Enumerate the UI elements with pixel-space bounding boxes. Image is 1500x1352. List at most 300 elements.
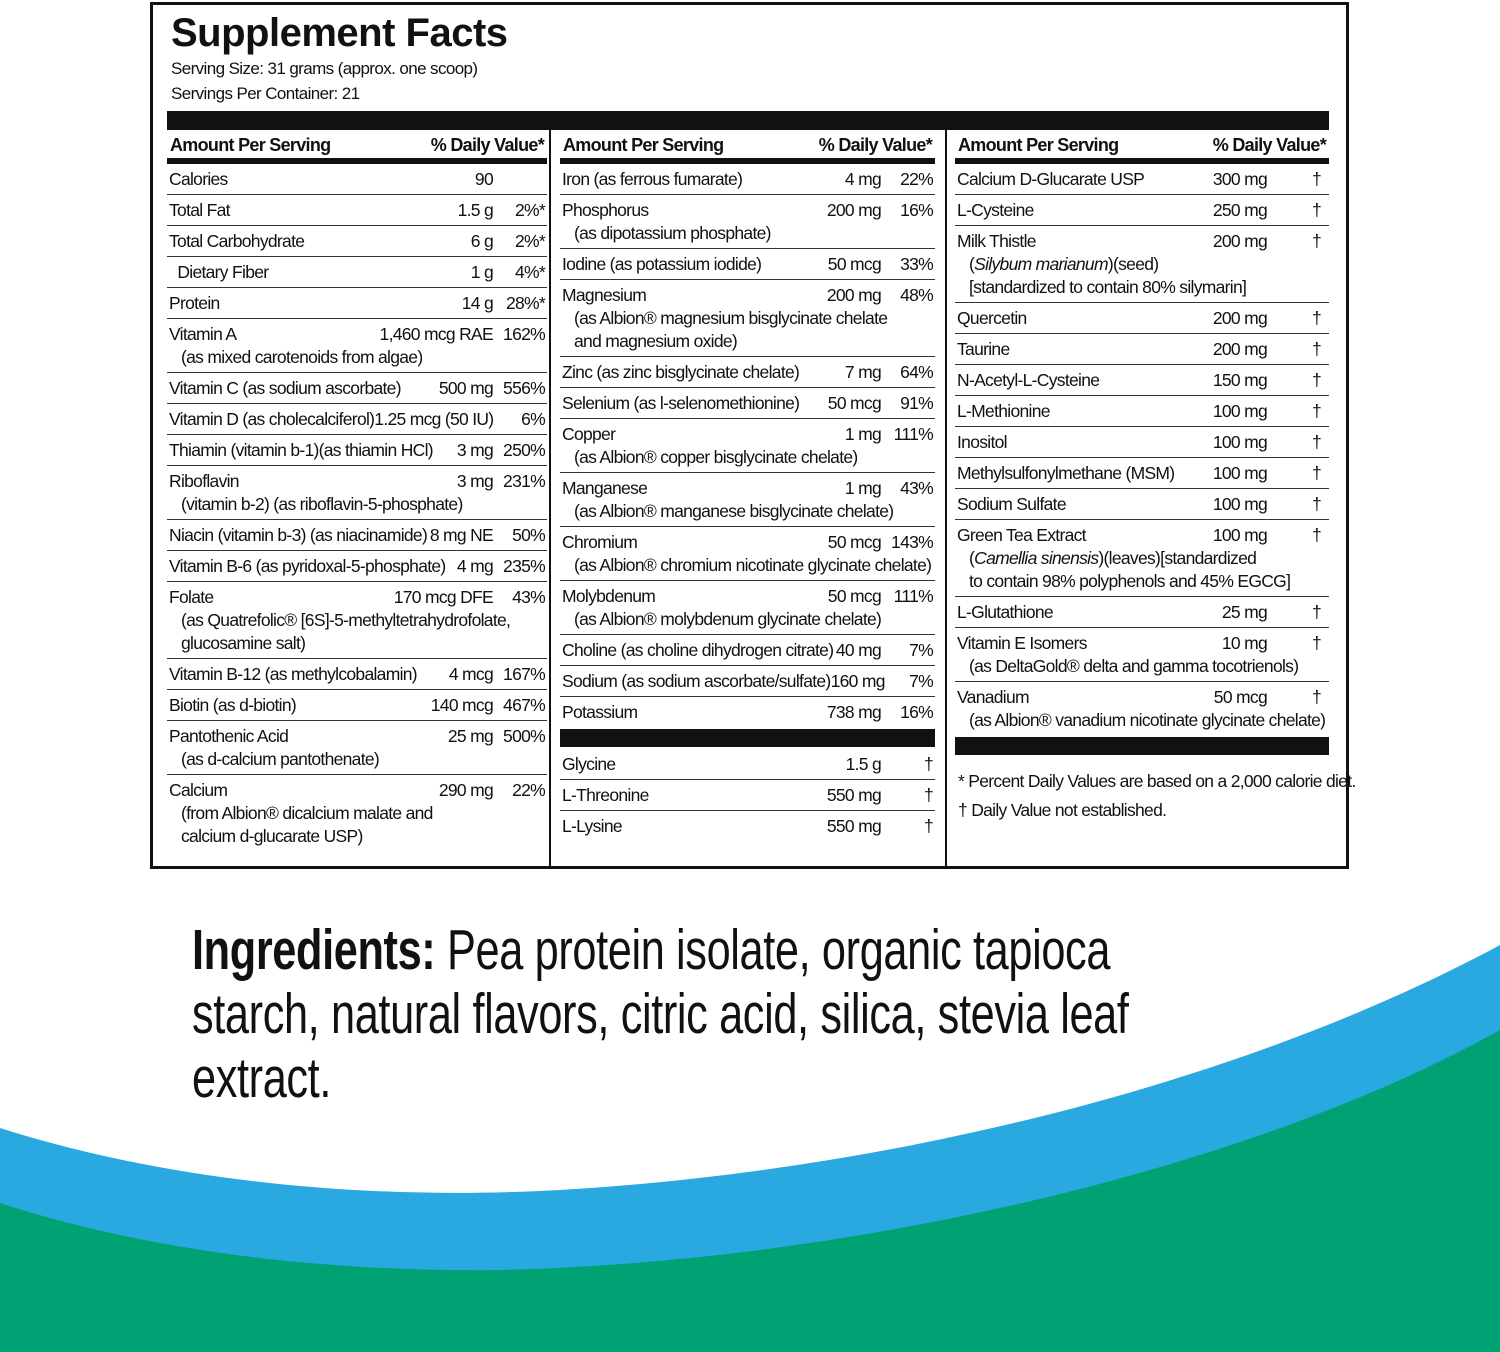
- nutrient-name: Quercetin: [957, 307, 1027, 328]
- nutrient-daily-value: †: [1311, 199, 1321, 220]
- nutrient-source-line: [169, 825, 545, 848]
- nutrient-name: L-Glutathione: [957, 601, 1053, 622]
- nutrient-amount: 500 mg: [438, 377, 493, 398]
- nutrient-amount: 200 mg: [1212, 230, 1267, 251]
- nutrient-amount: 200 mg: [826, 284, 881, 305]
- nutrient-row: [560, 249, 935, 280]
- nutrient-name: Copper: [562, 423, 616, 444]
- nutrient-amount: 50 mcg: [1213, 686, 1267, 707]
- nutrient-amount: 170 mcg DFE: [393, 586, 493, 607]
- nutrient-daily-value: †: [923, 815, 933, 836]
- nutrient-source-line: [169, 609, 545, 632]
- nutrient-row: [167, 551, 547, 582]
- nutrient-name: Vitamin B-6 (as pyridoxal-5-phosphate): [169, 555, 446, 576]
- nutrient-main-line: [957, 229, 1327, 253]
- nutrient-amount: 1 mg: [844, 477, 881, 498]
- amount-per-serving-heading: Amount Per Serving: [170, 135, 331, 155]
- nutrient-daily-value: 467%: [503, 694, 545, 715]
- nutrient-row: [560, 527, 935, 581]
- nutrient-row: [955, 365, 1329, 396]
- nutrient-name: Molybdenum: [562, 585, 656, 606]
- nutrient-amount: 6 g: [470, 230, 493, 251]
- nutrient-daily-value: 2%*: [514, 230, 545, 251]
- nutrient-row: [560, 749, 935, 780]
- nutrient-source-line: [562, 222, 933, 245]
- source-text: )(seed): [1107, 254, 1159, 274]
- nutrient-main-line: [169, 554, 545, 578]
- nutrient-daily-value: 22%: [900, 168, 933, 189]
- nutrient-main-line: [562, 391, 933, 415]
- column-divider: [549, 130, 551, 866]
- daily-value-heading: % Daily Value*: [818, 135, 932, 155]
- nutrient-main-line: [957, 461, 1327, 485]
- nutrient-row: [560, 581, 935, 635]
- nutrient-daily-value: 91%: [900, 392, 933, 413]
- nutrient-source-line: [957, 276, 1327, 299]
- nutrient-name: Thiamin (vitamin b-1)(as thiamin HCl): [169, 439, 433, 460]
- nutrient-name: Manganese: [562, 477, 648, 498]
- nutrient-name: L-Cysteine: [957, 199, 1034, 220]
- nutrient-daily-value: 16%: [900, 199, 933, 220]
- nutrient-main-line: [169, 260, 545, 284]
- nutrient-amount: 1 mg: [844, 423, 881, 444]
- source-text: [standardized to contain 80% silymarin]: [969, 277, 1247, 297]
- column-header: [167, 130, 547, 164]
- nutrient-main-line: [562, 584, 933, 608]
- nutrient-row: [955, 396, 1329, 427]
- nutrient-name: Vitamin C (as sodium ascorbate): [169, 377, 401, 398]
- nutrient-daily-value: †: [1311, 601, 1321, 622]
- source-text: calcium d-glucarate USP): [181, 826, 363, 846]
- nutrient-main-line: [169, 291, 545, 315]
- nutrient-daily-value: †: [1311, 307, 1321, 328]
- nutrient-main-line: [169, 662, 545, 686]
- nutrient-main-line: [957, 523, 1327, 547]
- source-text: (: [969, 548, 975, 568]
- nutrient-name: L-Methionine: [957, 400, 1050, 421]
- nutrient-row: [167, 319, 547, 373]
- nutrient-main-line: [562, 752, 933, 776]
- source-text: (as Albion® copper bisglycinate chelate): [574, 447, 858, 467]
- nutrient-main-line: [169, 229, 545, 253]
- nutrient-daily-value: 167%: [503, 663, 545, 684]
- nutrient-row: [560, 280, 935, 357]
- nutrient-main-line: [562, 360, 933, 384]
- nutrient-source-line: [562, 330, 933, 353]
- nutrient-daily-value: 2%*: [514, 199, 545, 220]
- nutrient-row: [955, 164, 1329, 195]
- nutrient-name: Pantothenic Acid: [169, 725, 289, 746]
- nutrient-row: [167, 466, 547, 520]
- nutrient-main-line: [957, 167, 1327, 191]
- nutrient-amount: 738 mg: [826, 701, 881, 722]
- nutrient-name: Vitamin B-12 (as methylcobalamin): [169, 663, 417, 684]
- nutrient-main-line: [169, 585, 545, 609]
- nutrient-amount: 550 mg: [826, 784, 881, 805]
- nutrient-amount: 200 mg: [1212, 307, 1267, 328]
- nutrient-main-line: [562, 783, 933, 807]
- nutrient-daily-value: 6%: [521, 408, 545, 429]
- nutrient-daily-value: 231%: [503, 470, 545, 491]
- nutrient-main-line: [169, 167, 545, 191]
- panel-title: Supplement Facts: [171, 11, 508, 55]
- nutrient-row: [167, 520, 547, 551]
- section-bar: [560, 729, 935, 747]
- ingredients-label: Ingredients:: [192, 918, 436, 982]
- ingredients-text: Pea protein isolate, organic tapioca starch, natural flavors, citric acid, silica, stevia leaf extract.: [192, 918, 1129, 1110]
- nutrient-source-line: [957, 709, 1327, 732]
- nutrient-daily-value: 64%: [900, 361, 933, 382]
- nutrient-name: Total Carbohydrate: [169, 230, 305, 251]
- nutrient-daily-value: †: [1311, 462, 1321, 483]
- nutrient-main-line: [957, 600, 1327, 624]
- nutrient-row: [560, 635, 935, 666]
- source-text: (as d-calcium pantothenate): [181, 749, 380, 769]
- serving-size: Serving Size: 31 grams (approx. one scoop): [171, 59, 478, 78]
- nutrient-main-line: [169, 407, 545, 431]
- nutrient-row: [167, 721, 547, 775]
- nutrient-main-line: [562, 638, 933, 662]
- nutrient-amount: 1.25 mcg (50 IU): [374, 408, 494, 429]
- nutrient-row: [167, 690, 547, 721]
- source-text: (as Quatrefolic® [6S]-5-methyltetrahydrofolate,: [181, 610, 511, 630]
- nutrient-daily-value: 43%: [512, 586, 545, 607]
- nutrient-amount: 1.5 g: [457, 199, 493, 220]
- nutrient-amount: 300 mg: [1212, 168, 1267, 189]
- nutrient-source-line: [169, 493, 545, 516]
- nutrient-daily-value: †: [1311, 524, 1321, 545]
- nutrient-row: [560, 811, 935, 841]
- source-text: (from Albion® dicalcium malate and: [181, 803, 433, 823]
- nutrient-name: Iodine (as potassium iodide): [562, 253, 762, 274]
- nutrient-amount: 50 mcg: [827, 585, 881, 606]
- nutrient-row: [560, 164, 935, 195]
- nutrient-source-line: [169, 748, 545, 771]
- source-text: )(leaves)[standardized: [1098, 548, 1257, 568]
- nutrient-amount: 50 mcg: [827, 392, 881, 413]
- nutrient-main-line: [562, 814, 933, 838]
- nutrient-row: [955, 520, 1329, 597]
- nutrient-amount: 7 mg: [844, 361, 881, 382]
- nutrient-daily-value: 162%: [503, 323, 545, 344]
- nutrient-amount: 50 mcg: [827, 253, 881, 274]
- nutrient-daily-value: 111%: [893, 585, 933, 606]
- nutrient-row: [955, 334, 1329, 365]
- nutrient-main-line: [169, 438, 545, 462]
- nutrient-main-line: [957, 399, 1327, 423]
- nutrient-main-line: [562, 422, 933, 446]
- nutrient-daily-value: 22%: [512, 779, 545, 800]
- nutrient-row: [560, 388, 935, 419]
- nutrient-amount: 40 mg: [835, 639, 881, 660]
- ingredients-statement: [192, 918, 1195, 1110]
- nutrient-source-line: [957, 547, 1327, 570]
- header-bar: [167, 111, 1329, 130]
- nutrient-main-line: [169, 198, 545, 222]
- nutrient-row: [167, 775, 547, 851]
- nutrient-amount: 100 mg: [1212, 462, 1267, 483]
- nutrient-name: Calcium D-Glucarate USP: [957, 168, 1145, 189]
- nutrient-amount: 200 mg: [1212, 338, 1267, 359]
- nutrient-source-line: [169, 802, 545, 825]
- nutrient-main-line: [957, 198, 1327, 222]
- nutrient-main-line: [169, 376, 545, 400]
- nutrient-source-line: [957, 253, 1327, 276]
- source-text: (as Albion® magnesium bisglycinate chelate: [574, 308, 888, 328]
- nutrient-daily-value: 250%: [503, 439, 545, 460]
- nutrient-row: [955, 427, 1329, 458]
- source-text: (vitamin b-2) (as riboflavin-5-phosphate): [181, 494, 463, 514]
- nutrient-daily-value: 48%: [900, 284, 933, 305]
- nutrient-row: [560, 357, 935, 388]
- nutrient-main-line: [957, 337, 1327, 361]
- nutrient-row: [955, 597, 1329, 628]
- nutrient-main-line: [562, 476, 933, 500]
- nutrient-name: Methylsulfonylmethane (MSM): [957, 462, 1175, 483]
- nutrient-name: Taurine: [957, 338, 1010, 359]
- nutrient-name: Dietary Fiber: [169, 261, 269, 282]
- nutrient-source-line: [562, 446, 933, 469]
- nutrient-name: Inositol: [957, 431, 1007, 452]
- nutrient-main-line: [562, 198, 933, 222]
- nutrient-daily-value: 16%: [900, 701, 933, 722]
- nutrient-name: Niacin (vitamin b-3) (as niacinamide): [169, 524, 428, 545]
- nutrient-name: Potassium: [562, 701, 638, 722]
- nutrient-amount: 4 mcg: [448, 663, 493, 684]
- nutrient-amount: 100 mg: [1212, 524, 1267, 545]
- nutrient-daily-value: 7%: [909, 639, 933, 660]
- nutrient-daily-value: †: [1311, 369, 1321, 390]
- nutrient-amount: 25 mg: [447, 725, 493, 746]
- footnote: * Percent Daily Values are based on a 2,000 calorie diet.: [958, 771, 1356, 791]
- nutrient-row: [955, 628, 1329, 682]
- nutrient-source-line: [562, 554, 933, 577]
- nutrient-row: [167, 257, 547, 288]
- nutrient-main-line: [169, 778, 545, 802]
- nutrient-daily-value: 500%: [503, 725, 545, 746]
- footnotes: [955, 757, 1356, 825]
- source-text: and magnesium oxide): [574, 331, 738, 351]
- nutrient-amount: 200 mg: [826, 199, 881, 220]
- nutrient-name: Riboflavin: [169, 470, 239, 491]
- nutrient-amount: 90: [474, 168, 493, 189]
- nutrient-name: Folate: [169, 586, 214, 607]
- source-text: (as mixed carotenoids from algae): [181, 347, 423, 367]
- source-text: (as Albion® molybdenum glycinate chelate): [574, 609, 882, 629]
- nutrient-main-line: [562, 167, 933, 191]
- nutrient-row: [167, 195, 547, 226]
- nutrient-source-line: [957, 655, 1327, 678]
- nutrient-column-3: [955, 130, 1356, 866]
- nutrient-daily-value: †: [1311, 431, 1321, 452]
- nutrient-name: Sodium (as sodium ascorbate/sulfate): [562, 670, 831, 691]
- nutrient-row: [167, 373, 547, 404]
- nutrient-amount: 100 mg: [1212, 493, 1267, 514]
- nutrient-name: Glycine: [562, 753, 616, 774]
- nutrient-list: [167, 164, 547, 851]
- nutrient-daily-value: 235%: [503, 555, 545, 576]
- nutrient-name: Selenium (as l-selenomethionine): [562, 392, 800, 413]
- nutrient-row: [955, 458, 1329, 489]
- nutrient-source-line: [169, 346, 545, 369]
- nutrient-main-line: [957, 306, 1327, 330]
- nutrient-main-line: [957, 492, 1327, 516]
- nutrient-row: [167, 582, 547, 659]
- nutrient-list: [560, 164, 935, 727]
- nutrient-daily-value: †: [1311, 493, 1321, 514]
- nutrient-amount: 100 mg: [1212, 431, 1267, 452]
- nutrient-daily-value: †: [1311, 230, 1321, 251]
- nutrient-main-line: [562, 669, 933, 693]
- nutrient-row: [167, 226, 547, 257]
- nutrient-row: [560, 666, 935, 697]
- nutrient-amount: 8 mg NE: [429, 524, 493, 545]
- nutrient-daily-value: †: [923, 784, 933, 805]
- source-latin-name: Camellia sinensis: [974, 548, 1099, 568]
- nutrient-column-2: [560, 130, 935, 866]
- nutrient-main-line: [562, 252, 933, 276]
- nutrient-name: Protein: [169, 292, 220, 313]
- nutrient-name: Vitamin D (as cholecalciferol): [169, 408, 375, 429]
- nutrient-name: L-Lysine: [562, 815, 622, 836]
- nutrient-name: Total Fat: [169, 199, 230, 220]
- nutrient-name: Sodium Sulfate: [957, 493, 1066, 514]
- nutrient-row: [560, 697, 935, 727]
- nutrient-row: [560, 195, 935, 249]
- nutrient-row: [955, 195, 1329, 226]
- amount-per-serving-heading: Amount Per Serving: [958, 135, 1119, 155]
- nutrient-amount: 4 mg: [456, 555, 493, 576]
- source-text: (as DeltaGold® delta and gamma tocotrienols): [969, 656, 1299, 676]
- nutrient-main-line: [562, 530, 933, 554]
- nutrient-amount: 25 mg: [1221, 601, 1267, 622]
- nutrient-column-1: [167, 130, 547, 866]
- nutrient-name: Green Tea Extract: [957, 524, 1086, 545]
- nutrient-name: Vitamin E Isomers: [957, 632, 1087, 653]
- nutrient-row: [560, 419, 935, 473]
- nutrient-row: [167, 659, 547, 690]
- nutrient-amount: 100 mg: [1212, 400, 1267, 421]
- nutrient-name: Calcium: [169, 779, 228, 800]
- nutrient-daily-value: 4%*: [514, 261, 545, 282]
- nutrient-daily-value: †: [1311, 338, 1321, 359]
- nutrient-row: [167, 435, 547, 466]
- nutrient-main-line: [562, 700, 933, 724]
- nutrient-row: [560, 780, 935, 811]
- nutrient-amount: 290 mg: [438, 779, 493, 800]
- nutrient-amount: 160 mg: [830, 670, 885, 691]
- source-text: (as Albion® vanadium nicotinate glycinate chelate): [969, 710, 1326, 730]
- nutrient-daily-value: 43%: [900, 477, 933, 498]
- nutrient-amount: 1 g: [470, 261, 493, 282]
- nutrient-source-line: [957, 570, 1327, 593]
- nutrient-source-line: [562, 307, 933, 330]
- nutrient-amount: 1,460 mcg RAE: [379, 323, 493, 344]
- nutrient-source-line: [169, 632, 545, 655]
- source-text: (as Albion® chromium nicotinate glycinate chelate): [574, 555, 932, 575]
- daily-value-heading: % Daily Value*: [430, 135, 544, 155]
- servings-per-container: Servings Per Container: 21: [171, 84, 360, 103]
- nutrient-row: [560, 473, 935, 527]
- section-bar: [955, 737, 1329, 755]
- footnote: † Daily Value not established.: [958, 800, 1167, 820]
- nutrient-daily-value: 111%: [893, 423, 933, 444]
- nutrient-main-line: [169, 693, 545, 717]
- source-text: (as Albion® manganese bisglycinate chelate): [574, 501, 894, 521]
- nutrient-main-line: [169, 523, 545, 547]
- nutrient-name: Zinc (as zinc bisglycinate chelate): [562, 361, 800, 382]
- nutrient-row: [167, 164, 547, 195]
- nutrient-amount: 140 mcg: [430, 694, 493, 715]
- nutrient-daily-value: 50%: [512, 524, 545, 545]
- column-header: [560, 130, 935, 164]
- nutrient-name: N-Acetyl-L-Cysteine: [957, 369, 1100, 390]
- nutrient-amount: 250 mg: [1212, 199, 1267, 220]
- nutrient-source-line: [562, 608, 933, 631]
- nutrient-source-line: [562, 500, 933, 523]
- nutrient-main-line: [957, 631, 1327, 655]
- nutrient-amount: 4 mg: [844, 168, 881, 189]
- nutrient-main-line: [169, 724, 545, 748]
- nutrient-daily-value: 7%: [909, 670, 933, 691]
- nutrient-amount: 550 mg: [826, 815, 881, 836]
- nutrient-list: [955, 164, 1329, 735]
- nutrient-main-line: [169, 322, 545, 346]
- nutrient-name: L-Threonine: [562, 784, 649, 805]
- nutrient-amount: 10 mg: [1221, 632, 1267, 653]
- nutrient-name: Biotin (as d-biotin): [169, 694, 297, 715]
- nutrient-daily-value: †: [1311, 168, 1321, 189]
- nutrient-name: Phosphorus: [562, 199, 649, 220]
- nutrient-name: Magnesium: [562, 284, 647, 305]
- nutrient-amount: 50 mcg: [827, 531, 881, 552]
- nutrient-amount: 3 mg: [456, 439, 493, 460]
- nutrient-daily-value: 143%: [891, 531, 933, 552]
- amino-acid-list: [560, 749, 935, 841]
- nutrient-row: [167, 288, 547, 319]
- nutrient-row: [955, 303, 1329, 334]
- nutrient-name: Vanadium: [957, 686, 1029, 707]
- supplement-facts-panel: [150, 2, 1356, 869]
- nutrient-daily-value: †: [1311, 400, 1321, 421]
- nutrient-amount: 14 g: [461, 292, 493, 313]
- nutrient-daily-value: 28%*: [505, 292, 545, 313]
- nutrient-name: Milk Thistle: [957, 230, 1036, 251]
- nutrient-daily-value: †: [1311, 632, 1321, 653]
- source-text: glucosamine salt): [181, 633, 306, 653]
- amount-per-serving-heading: Amount Per Serving: [563, 135, 724, 155]
- source-latin-name: Silybum marianum: [974, 254, 1108, 274]
- nutrient-daily-value: †: [1311, 686, 1321, 707]
- nutrient-daily-value: †: [923, 753, 933, 774]
- nutrient-name: Iron (as ferrous fumarate): [562, 168, 743, 189]
- column-divider: [945, 130, 947, 866]
- nutrient-main-line: [957, 685, 1327, 709]
- nutrient-row: [955, 682, 1329, 735]
- nutrient-amount: 1.5 g: [845, 753, 881, 774]
- daily-value-heading: % Daily Value*: [1212, 135, 1326, 155]
- nutrient-name: Choline (as choline dihydrogen citrate): [562, 639, 834, 660]
- nutrient-name: Chromium: [562, 531, 638, 552]
- nutrient-main-line: [957, 430, 1327, 454]
- nutrient-daily-value: 556%: [503, 377, 545, 398]
- source-text: (: [969, 254, 975, 274]
- column-header: [955, 130, 1329, 164]
- nutrient-row: [167, 404, 547, 435]
- nutrient-row: [955, 226, 1329, 303]
- nutrient-amount: 3 mg: [456, 470, 493, 491]
- nutrient-main-line: [957, 368, 1327, 392]
